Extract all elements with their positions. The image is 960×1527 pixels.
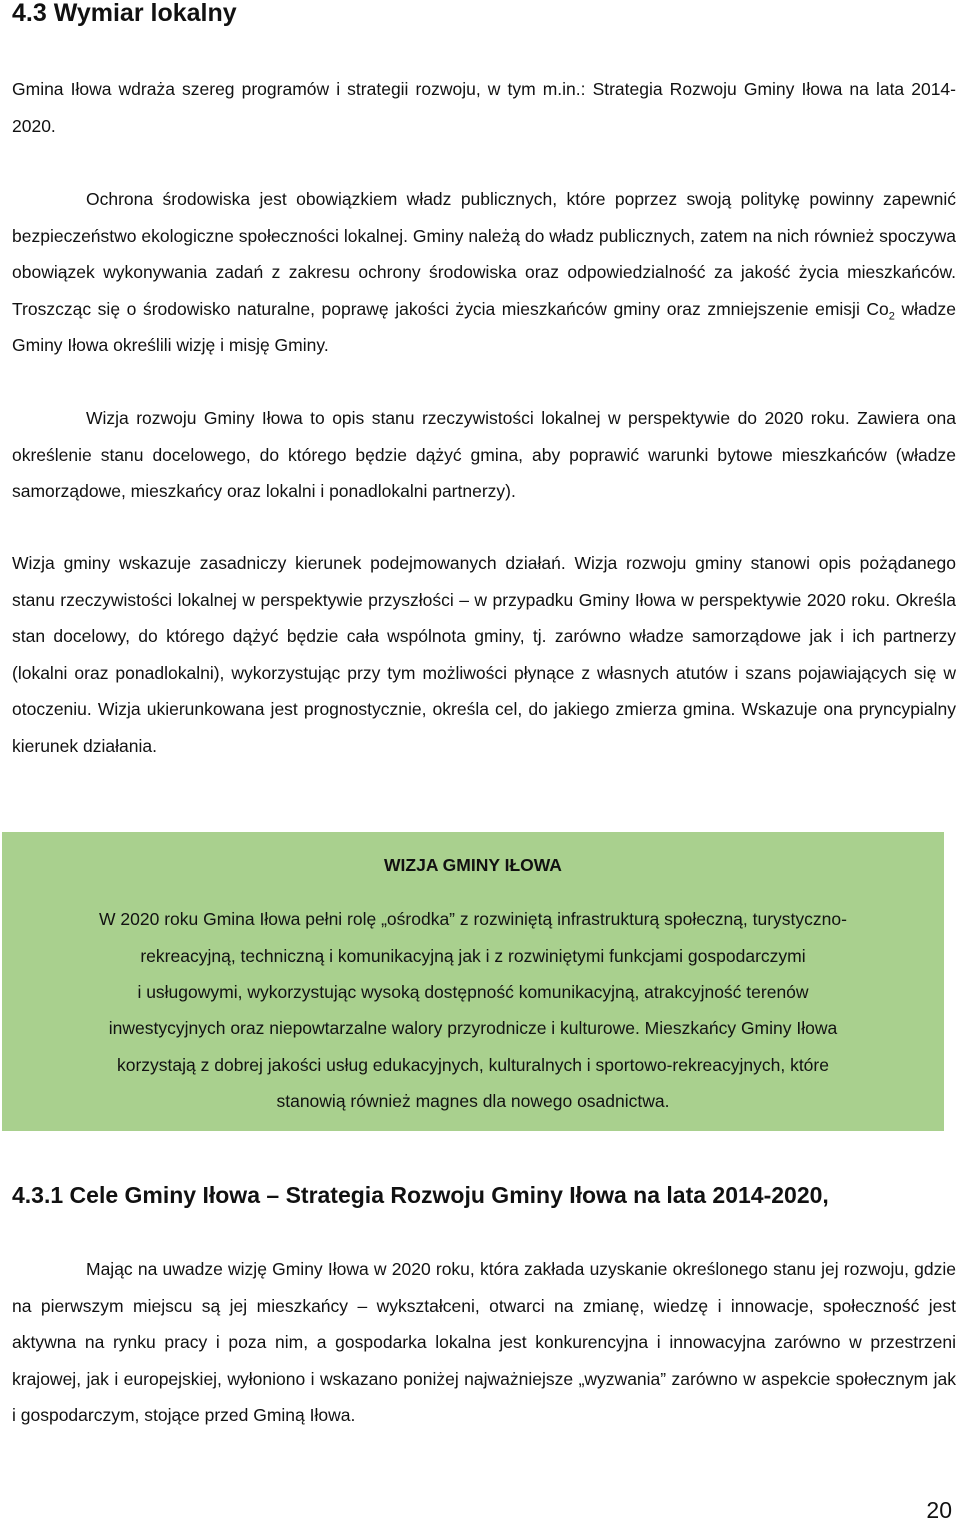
- paragraph-goals: Mając na uwadze wizję Gminy Iłowa w 2020 roku, która zakłada uzyskanie określonego stanu jej rozwoju, gdzie na pierwszym miejscu są jej mieszkańcy – wykształceni, otwarci na zmianę, wiedzę i innowacje, społeczność jest aktywna na rynku pracy i poza nim, a gospodarka lokalna jest konkurencyjna i innowacyjna zarówno w przestrzeni krajowej, jak i europejskiej, wyłoniono i wskazano poniżej najważniejsze „wyzwania” zarówno w aspekcie społecznym jak i gospodarczym, stojące przed Gminą Iłowa.: [12, 1259, 956, 1426]
- vision-line: i usługowymi, wykorzystując wysoką dostępność komunikacyjną, atrakcyjność terenów: [137, 982, 809, 1002]
- vision-line: W 2020 roku Gmina Iłowa pełni rolę „ośrodka” z rozwiniętą infrastrukturą społeczną, turystyczno-: [99, 909, 847, 929]
- paragraph-vision-direction: Wizja gminy wskazuje zasadniczy kierunek podejmowanych działań. Wizja rozwoju gminy stanowi opis pożądanego stanu rzeczywistości lokalnej w perspektywie przyszłości – w przypadku Gminy Iłowa w perspektywie 2020 roku. Określa stan docelowy, do którego dążyć będzie cała wspólnota gminy, tj. zarówno władze samorządowe jak i ich partnerzy (lokalni oraz ponadlokalni), wykorzystując przy tym możliwości płynące z własnych atutów i szans pojawiających się w otoczeniu. Wizja ukierunkowana jest prognostycznie, określa cel, do jakiego zmierza gmina. Wskazuje ona pryncypialny kierunek działania.: [12, 553, 956, 756]
- paragraph-vision-definition: Wizja rozwoju Gminy Iłowa to opis stanu rzeczywistości lokalnej w perspektywie do 2020 roku. Zawiera ona określenie stanu docelowego, do którego będzie dążyć gmina, aby poprawić warunki bytowe mieszkańców (władze samorządowe, mieszkańcy oraz lokalni i ponadlokalni partnerzy).: [12, 408, 956, 502]
- vision-line: korzystają z dobrej jakości usług edukacyjnych, kulturalnych i sportowo-rekreacyjnych, które: [117, 1055, 829, 1075]
- vision-title: WIZJA GMINY IŁOWA: [384, 855, 562, 875]
- vision-line: rekreacyjną, techniczną i komunikacyjną jak i z rozwiniętymi funkcjami gospodarczymi: [140, 946, 806, 966]
- section-heading: 4.3 Wymiar lokalny: [12, 0, 237, 27]
- paragraph-environment-text-end: władze Gminy Iłowa określili wizję i misję Gminy.: [12, 298, 956, 356]
- paragraph-environment-text: Ochrona środowiska jest obowiązkiem władz publicznych, które poprzez swoją politykę powinny zapewnić bezpieczeństwo ekologiczne społeczności lokalnej. Gminy należą do władz publicznych, zatem na nich również spoczywa obowiązek wykonywania zadań z zakresu ochrony środowiska oraz odpowiedzialność za jakość życia mieszkańców. Troszcząc się o środowisko naturalne, poprawę jakości życia mieszkańców gminy oraz zmniejszenie emisji Co: [12, 189, 956, 319]
- subsection-heading: 4.3.1 Cele Gminy Iłowa – Strategia Rozwoju Gminy Iłowa na lata 2014-2020,: [12, 1182, 829, 1208]
- paragraph-environment: [12, 181, 956, 364]
- page-number: 20: [926, 1497, 952, 1523]
- vision-line: stanowią również magnes dla nowego osadnictwa.: [276, 1091, 670, 1111]
- paragraph-intro: Gmina Iłowa wdraża szereg programów i strategii rozwoju, w tym m.in.: Strategia Rozwoju Gminy Iłowa na lata 2014-2020.: [12, 79, 956, 136]
- subscript-2: 2: [888, 310, 895, 323]
- vision-line: inwestycyjnych oraz niepowtarzalne walory przyrodnicze i kulturowe. Mieszkańcy Gminy Iłowa: [108, 1018, 838, 1038]
